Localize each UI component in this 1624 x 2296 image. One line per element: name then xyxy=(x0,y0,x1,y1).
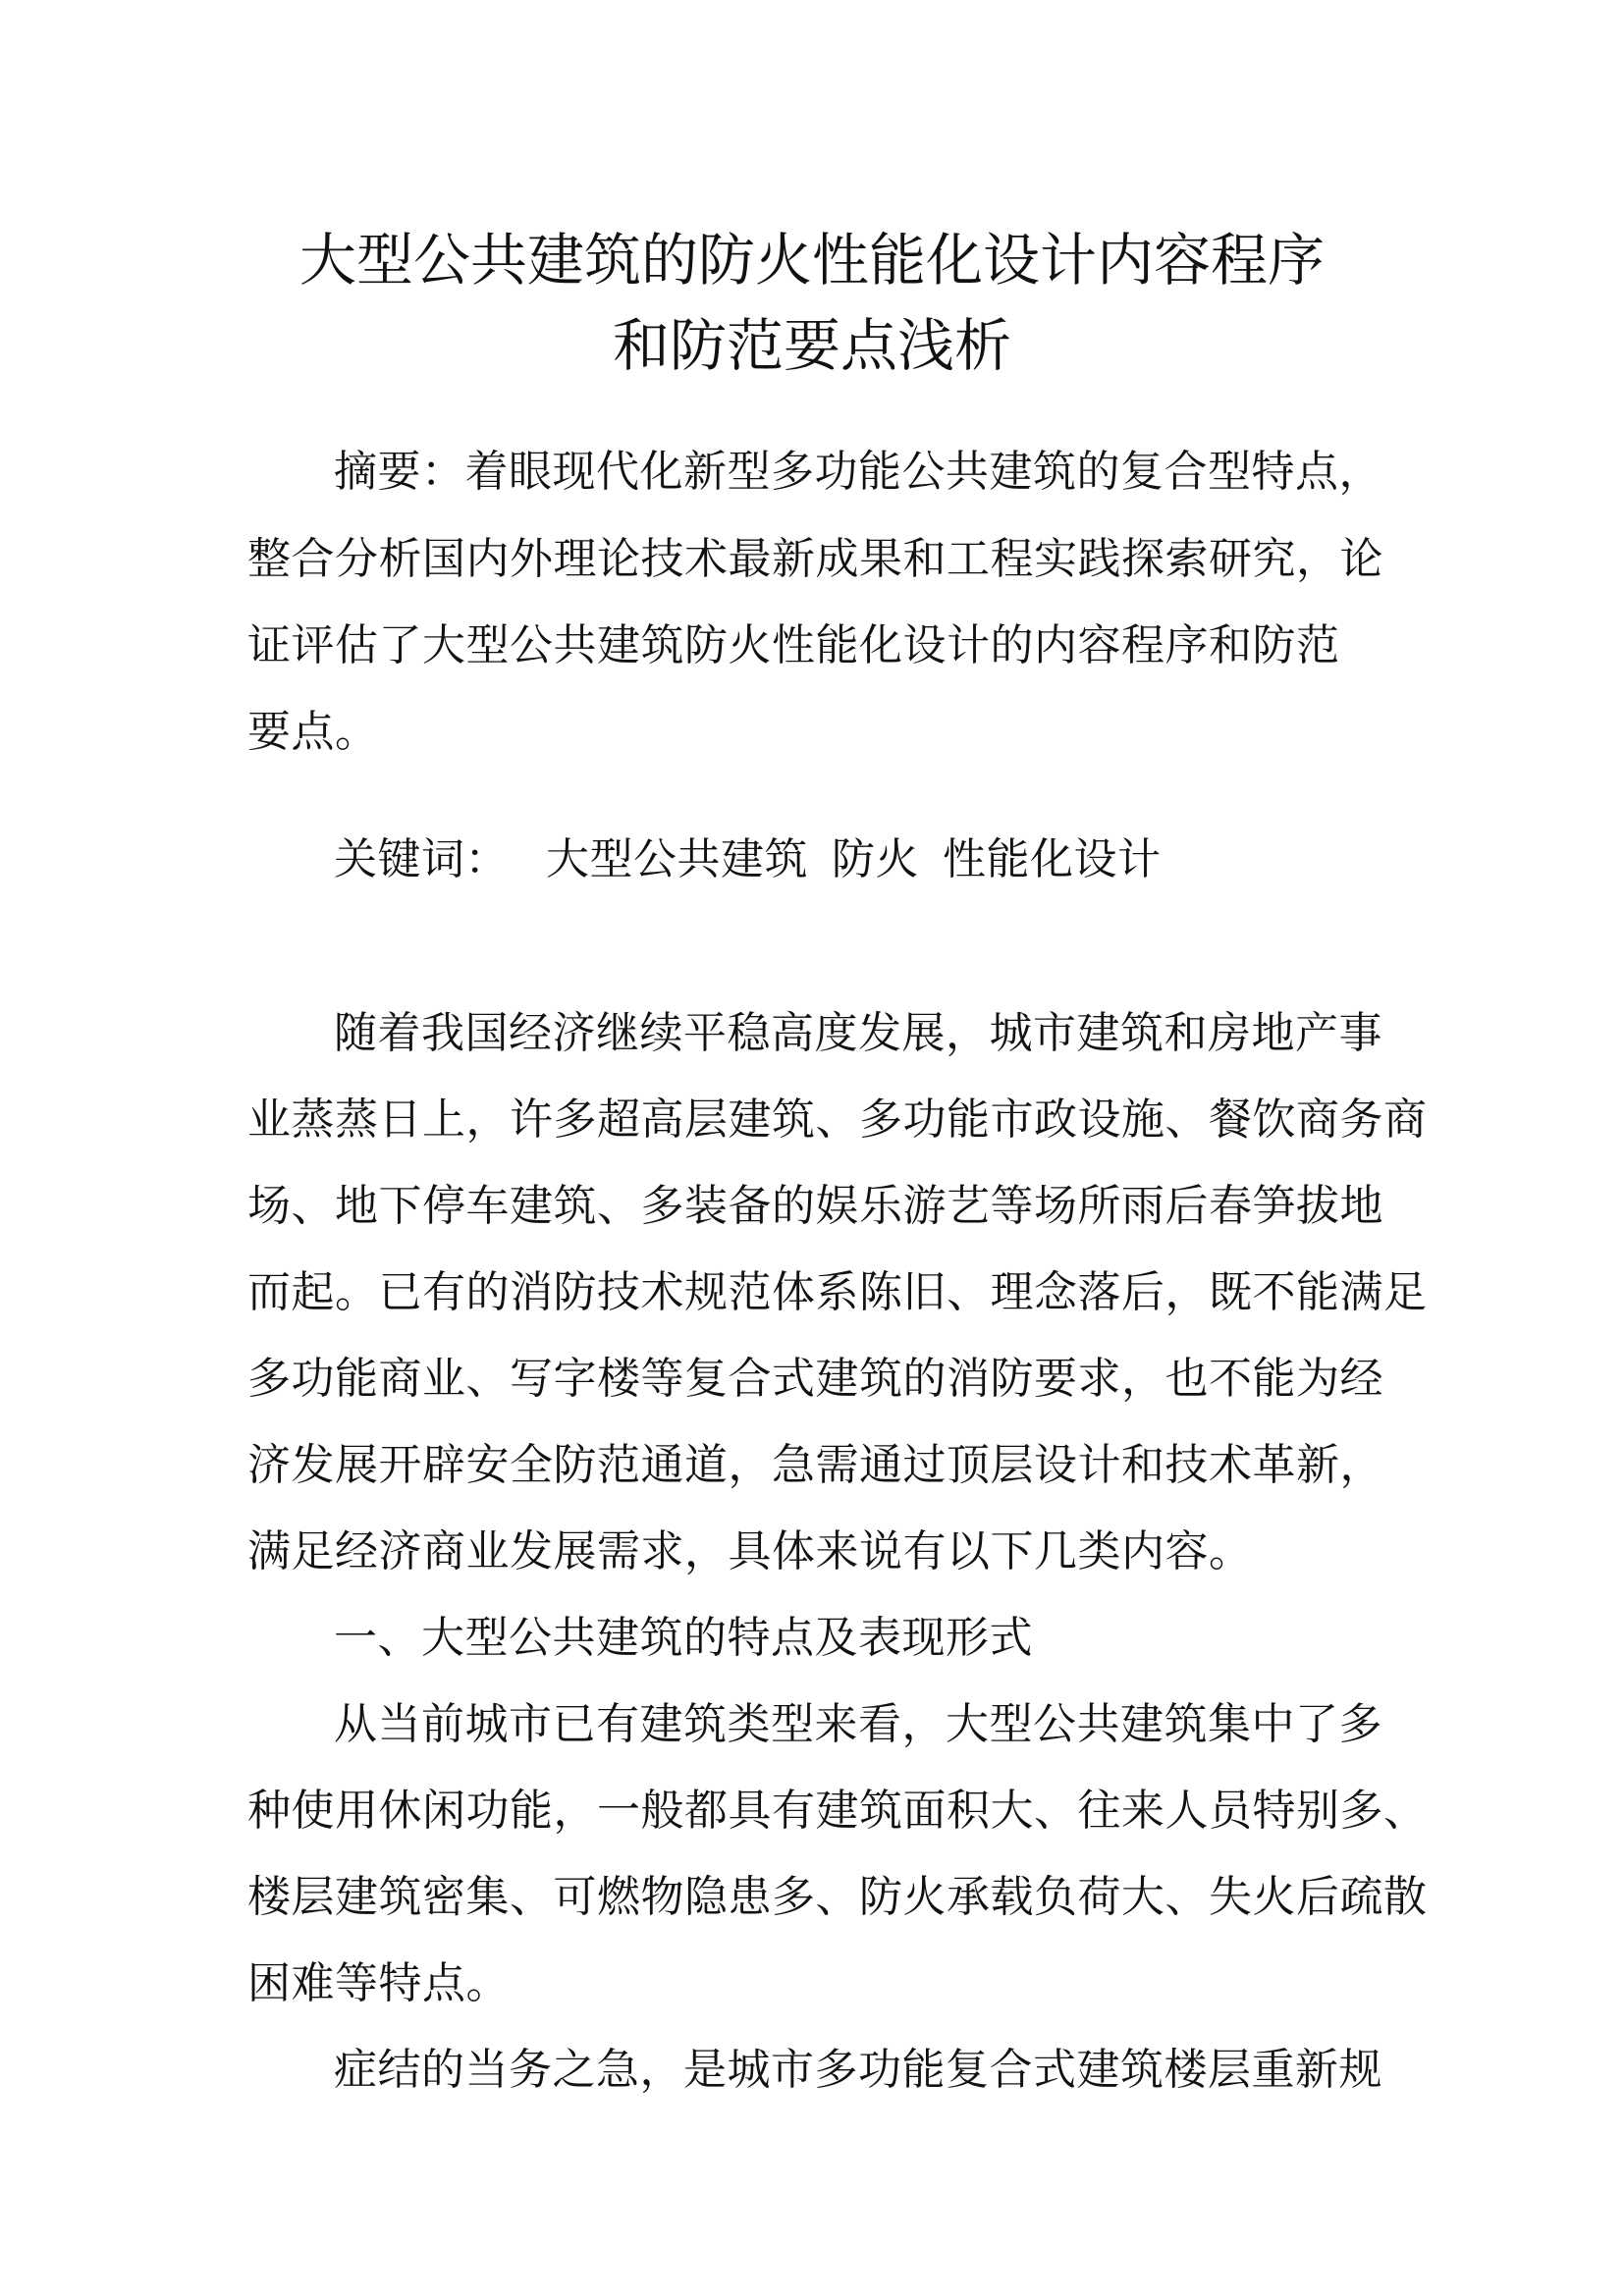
keyword-item: 防火 xyxy=(832,834,919,884)
keywords-label: 关键词： xyxy=(334,834,509,884)
abstract-line: 证评估了大型公共建筑防火性能化设计的内容程序和防范 xyxy=(247,620,1340,670)
paragraph-line: 种使用休闲功能，一般都具有建筑面积大、往来人员特别多、 xyxy=(247,1786,1428,1836)
paragraph-line: 症结的当务之急，是城市多功能复合式建筑楼层重新规 xyxy=(334,2045,1382,2095)
keywords-line xyxy=(334,830,1162,889)
paragraph-line: 而起。已有的消防技术规范体系陈旧、理念落后，既不能满足 xyxy=(247,1267,1428,1317)
keyword-item: 大型公共建筑 xyxy=(546,834,808,884)
keyword-item: 性能化设计 xyxy=(943,834,1162,884)
section-heading: 一、大型公共建筑的特点及表现形式 xyxy=(334,1613,1033,1663)
paragraph-line: 业蒸蒸日上，许多超高层建筑、多功能市政设施、餐饮商务商 xyxy=(247,1095,1428,1145)
abstract-line: 整合分析国内外理论技术最新成果和工程实践探索研究，论 xyxy=(247,534,1383,584)
paragraph-line: 从当前城市已有建筑类型来看，大型公共建筑集中了多 xyxy=(334,1699,1382,1749)
paragraph-line: 满足经济商业发展需求，具体来说有以下几类内容。 xyxy=(247,1526,1253,1576)
paragraph-line: 济发展开辟安全防范通道，急需通过顶层设计和技术革新， xyxy=(247,1440,1383,1490)
title-line-2: 和防范要点浅析 xyxy=(612,312,1011,379)
document-title xyxy=(245,218,1379,389)
paragraph-line: 随着我国经济继续平稳高度发展，城市建筑和房地产事 xyxy=(334,1008,1382,1058)
abstract-line: 摘要：着眼现代化新型多功能公共建筑的复合型特点， xyxy=(334,447,1382,497)
paragraph-line: 楼层建筑密集、可燃物隐患多、防火承载负荷大、失火后疏散 xyxy=(247,1872,1428,1922)
paragraph-line: 场、地下停车建筑、多装备的娱乐游艺等场所雨后春笋拔地 xyxy=(247,1181,1383,1231)
title-line-1: 大型公共建筑的防火性能化设计内容程序 xyxy=(298,227,1325,294)
paragraph-line: 困难等特点。 xyxy=(247,1958,510,2008)
abstract-line: 要点。 xyxy=(247,707,379,757)
paragraph-line: 多功能商业、写字楼等复合式建筑的消防要求，也不能为经 xyxy=(247,1354,1383,1404)
